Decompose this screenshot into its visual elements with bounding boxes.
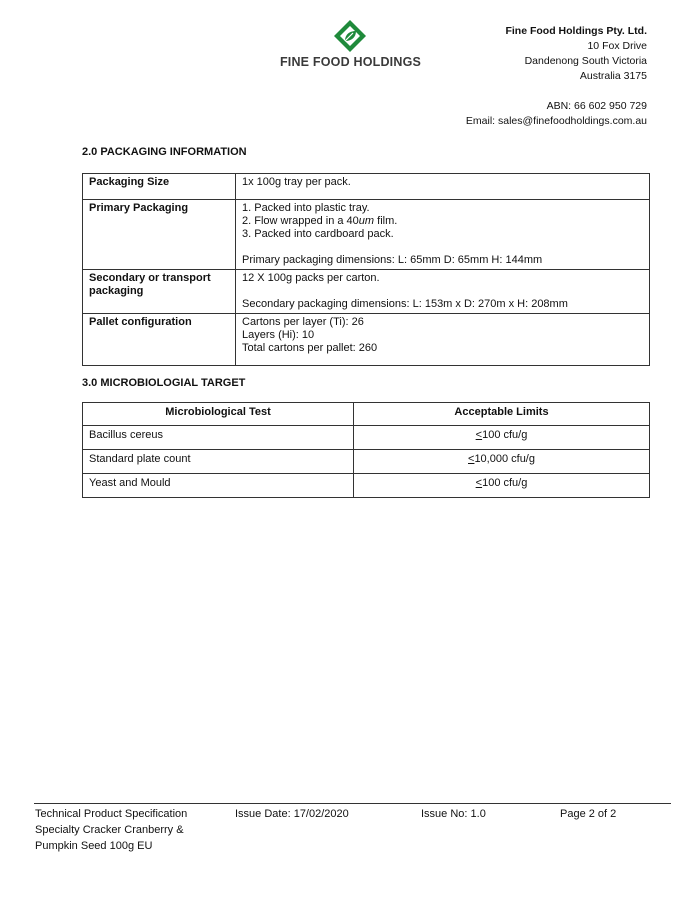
table-row bbox=[83, 314, 650, 366]
leaf-logo-icon bbox=[332, 20, 368, 52]
primary-line: 1. Packed into plastic tray. bbox=[242, 202, 370, 214]
primary-packaging-label: Primary Packaging bbox=[83, 200, 236, 270]
email: Email: sales@finefoodholdings.com.au bbox=[465, 115, 647, 127]
table-row bbox=[83, 270, 650, 314]
abn: ABN: 66 602 950 729 bbox=[546, 100, 647, 112]
secondary-dimensions: Secondary packaging dimensions: L: 153m x D: 270m x H: 208mm bbox=[242, 298, 568, 310]
company-name: Fine Food Holdings Pty. Ltd. bbox=[505, 25, 647, 37]
primary-packaging-value bbox=[236, 200, 650, 270]
test-name: Bacillus cereus bbox=[83, 426, 354, 450]
packaging-section-title: 2.0 PACKAGING INFORMATION bbox=[82, 146, 247, 158]
footer-page-number: Page 2 of 2 bbox=[560, 808, 617, 820]
footer-divider bbox=[34, 803, 671, 804]
test-name: Yeast and Mould bbox=[83, 474, 354, 498]
table-header-row bbox=[83, 403, 650, 426]
micro-section-title: 3.0 MICROBIOLOGIAL TARGET bbox=[82, 377, 246, 389]
address-line: Australia 3175 bbox=[579, 70, 647, 82]
footer-issue-date: Issue Date: 17/02/2020 bbox=[235, 808, 349, 820]
packaging-size-value: 1x 100g tray per pack. bbox=[236, 174, 650, 200]
test-name: Standard plate count bbox=[83, 450, 354, 474]
microbiological-table bbox=[82, 402, 650, 498]
pallet-configuration-label: Pallet configuration bbox=[83, 314, 236, 366]
footer-issue-number: Issue No: 1.0 bbox=[421, 808, 486, 820]
packaging-table bbox=[82, 173, 650, 366]
company-address bbox=[466, 24, 647, 129]
secondary-line: 12 X 100g packs per carton. bbox=[242, 272, 380, 284]
table-row bbox=[83, 474, 650, 498]
table-row bbox=[83, 174, 650, 200]
acceptable-limit: <100 cfu/g bbox=[354, 426, 650, 450]
acceptable-limit: <10,000 cfu/g bbox=[354, 450, 650, 474]
secondary-packaging-value bbox=[236, 270, 650, 314]
pallet-line: Cartons per layer (Ti): 26 bbox=[242, 316, 364, 328]
table-row bbox=[83, 200, 650, 270]
table-row bbox=[83, 450, 650, 474]
logo-text: FINE FOOD HOLDINGS bbox=[279, 55, 422, 69]
pallet-line: Total cartons per pallet: 260 bbox=[242, 342, 378, 354]
column-header: Microbiological Test bbox=[83, 403, 354, 426]
primary-dimensions: Primary packaging dimensions: L: 65mm D: 65mm H: 144mm bbox=[242, 254, 543, 266]
address-line: 10 Fox Drive bbox=[587, 40, 647, 52]
address-line: Dandenong South Victoria bbox=[524, 55, 647, 67]
acceptable-limit: <100 cfu/g bbox=[354, 474, 650, 498]
primary-line: 2. Flow wrapped in a 40um film. bbox=[242, 215, 398, 227]
packaging-size-label: Packaging Size bbox=[83, 174, 236, 200]
secondary-packaging-label: Secondary or transport packaging bbox=[83, 270, 236, 314]
pallet-configuration-value bbox=[236, 314, 650, 366]
footer-document-title: Technical Product Specification Specialty Cracker Cranberry & Pumpkin Seed 100g EU bbox=[35, 808, 188, 852]
primary-line: 3. Packed into cardboard pack. bbox=[242, 228, 394, 240]
table-row bbox=[83, 426, 650, 450]
pallet-line: Layers (Hi): 10 bbox=[242, 329, 315, 341]
column-header: Acceptable Limits bbox=[354, 403, 650, 426]
company-logo bbox=[278, 20, 423, 72]
